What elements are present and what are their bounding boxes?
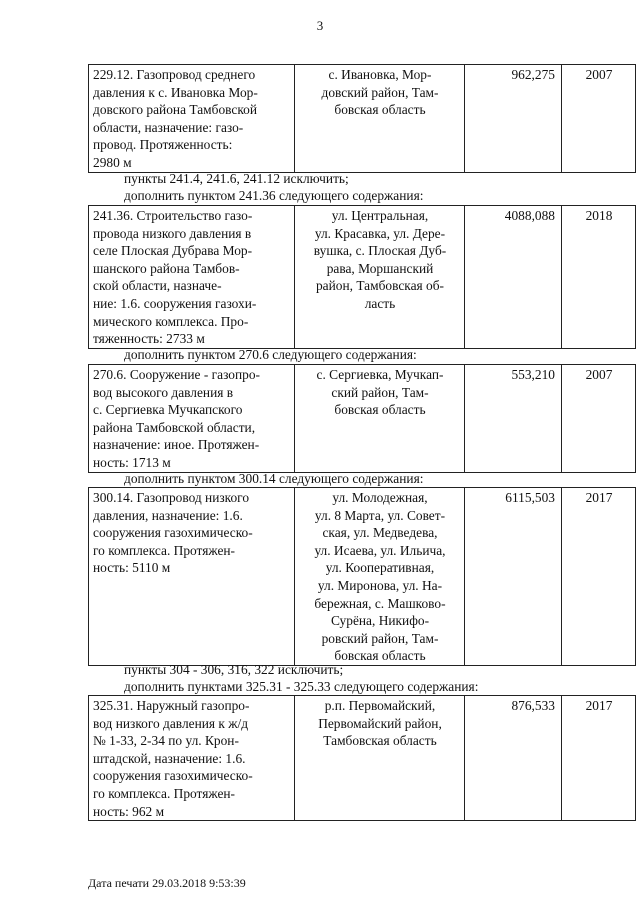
- table-row: [89, 206, 636, 349]
- description-cell: [89, 696, 295, 821]
- instruction-text: дополнить пунктом 270.6 следующего содержания:: [124, 347, 417, 362]
- location-line: довский район, Там-: [321, 84, 439, 100]
- description-line: вод высокого давления в: [93, 384, 234, 400]
- table-row: [89, 696, 636, 821]
- description-line: шанского района Тамбов-: [93, 260, 240, 276]
- location-line: Тамбовская область: [323, 733, 437, 749]
- location-line: ская, ул. Медведева,: [322, 525, 438, 541]
- description-line: 300.14. Газопровод низкого: [93, 490, 250, 505]
- description-line: провода низкого давления в: [93, 225, 252, 241]
- description-line: ность: 5110 м: [93, 560, 171, 576]
- description-line: давления к с. Ивановка Мор-: [93, 84, 258, 100]
- description-line: области, назначение: газо-: [93, 119, 244, 135]
- description-cell: [89, 65, 295, 173]
- location-line: ул. Исаева, ул. Ильича,: [314, 542, 446, 558]
- location-line: бовская область: [334, 402, 426, 418]
- value-cell: 6115,503: [465, 488, 562, 666]
- location-line: ул. Красавка, ул. Дере-: [314, 225, 446, 241]
- location-cell: [295, 65, 465, 173]
- description-cell: [89, 488, 295, 666]
- description-line: штадской, назначение: 1.6.: [93, 750, 246, 766]
- location-line: бовская область: [334, 102, 426, 118]
- location-line: ул. Молодежная,: [332, 490, 428, 505]
- year-cell: 2018: [562, 206, 636, 349]
- entry-table: [88, 487, 636, 666]
- description-line: 2980 м: [93, 154, 132, 170]
- location-line: ский район, Там-: [331, 384, 429, 400]
- table-row: [89, 365, 636, 473]
- location-line: ул. Центральная,: [331, 208, 429, 223]
- value-cell: 962,275: [465, 65, 562, 173]
- location-line: ул. Миронова, ул. На-: [317, 577, 443, 593]
- description-cell: [89, 365, 295, 473]
- description-line: сооружения газохимическо-: [93, 768, 253, 784]
- year-cell: 2007: [562, 65, 636, 173]
- location-line: с. Сергиевка, Мучкап-: [316, 367, 444, 382]
- entry-table: [88, 64, 636, 173]
- description-line: 325.31. Наружный газопро-: [93, 698, 250, 713]
- description-line: го комплекса. Протяжен-: [93, 785, 236, 801]
- page-number: 3: [316, 18, 324, 33]
- description-cell: [89, 206, 295, 349]
- description-line: давления, назначение: 1.6.: [93, 507, 243, 523]
- location-line: ровский район, Там-: [321, 630, 439, 646]
- value-cell: 4088,088: [465, 206, 562, 349]
- location-line: рава, Моршанский: [326, 260, 434, 276]
- description-line: мического комплекса. Про-: [93, 313, 249, 329]
- year-cell: 2017: [562, 488, 636, 666]
- location-line: вушка, с. Плоская Дуб-: [313, 243, 447, 259]
- entry-table: [88, 695, 636, 821]
- location-line: Первомайский район,: [318, 715, 442, 731]
- location-line: Сурёна, Никифо-: [330, 613, 430, 629]
- description-line: селе Плоская Дубрава Мор-: [93, 243, 253, 259]
- value-cell: 876,533: [465, 696, 562, 821]
- description-line: сооружения газохимическо-: [93, 525, 253, 541]
- location-line: с. Ивановка, Мор-: [328, 67, 432, 82]
- location-cell: [295, 488, 465, 666]
- description-line: района Тамбовской области,: [93, 419, 256, 435]
- instruction-text: дополнить пунктом 241.36 следующего содержания:: [124, 188, 424, 203]
- location-cell: [295, 206, 465, 349]
- table-row: [89, 488, 636, 666]
- location-line: ласть: [364, 295, 396, 311]
- description-line: довского района Тамбовской: [93, 102, 258, 118]
- description-line: ность: 962 м: [93, 803, 165, 819]
- description-line: вод низкого давления к ж/д: [93, 715, 249, 731]
- description-line: 229.12. Газопровод среднего: [93, 67, 256, 82]
- description-line: тяженность: 2733 м: [93, 331, 205, 347]
- year-cell: 2017: [562, 696, 636, 821]
- print-date-footer: Дата печати 29.03.2018 9:53:39: [88, 876, 246, 890]
- description-line: ность: 1713 м: [93, 454, 171, 470]
- year-cell: 2007: [562, 365, 636, 473]
- description-line: с. Сергиевка Мучкапского: [93, 402, 243, 418]
- location-cell: [295, 365, 465, 473]
- instruction-text: пункты 304 - 306, 316, 322 исключить;: [124, 662, 344, 677]
- location-line: район, Тамбовская об-: [315, 278, 445, 294]
- entry-table: [88, 205, 636, 349]
- description-line: провод. Протяженность:: [93, 137, 233, 153]
- location-cell: [295, 696, 465, 821]
- description-line: 241.36. Строительство газо-: [93, 208, 253, 223]
- table-row: [89, 65, 636, 173]
- location-line: бовская область: [334, 648, 426, 664]
- value-cell: 553,210: [465, 365, 562, 473]
- description-line: 270.6. Сооружение - газопро-: [93, 367, 260, 382]
- description-line: го комплекса. Протяжен-: [93, 542, 236, 558]
- description-line: назначение: иное. Протяжен-: [93, 437, 260, 453]
- location-line: ул. Кооперативная,: [325, 560, 435, 576]
- description-line: ской области, назначе-: [93, 278, 222, 294]
- location-line: бережная, с. Машково-: [314, 595, 446, 611]
- location-line: ул. 8 Марта, ул. Совет-: [314, 507, 446, 523]
- description-line: ние: 1.6. сооружения газохи-: [93, 295, 257, 311]
- instruction-text: дополнить пунктами 325.31 - 325.33 следующего содержания:: [124, 679, 479, 694]
- instruction-text: пункты 241.4, 241.6, 241.12 исключить;: [124, 171, 349, 186]
- description-line: № 1-33, 2-34 по ул. Крон-: [93, 733, 239, 749]
- location-line: р.п. Первомайский,: [324, 698, 436, 713]
- entry-table: [88, 364, 636, 473]
- instruction-text: дополнить пунктом 300.14 следующего содержания:: [124, 471, 424, 486]
